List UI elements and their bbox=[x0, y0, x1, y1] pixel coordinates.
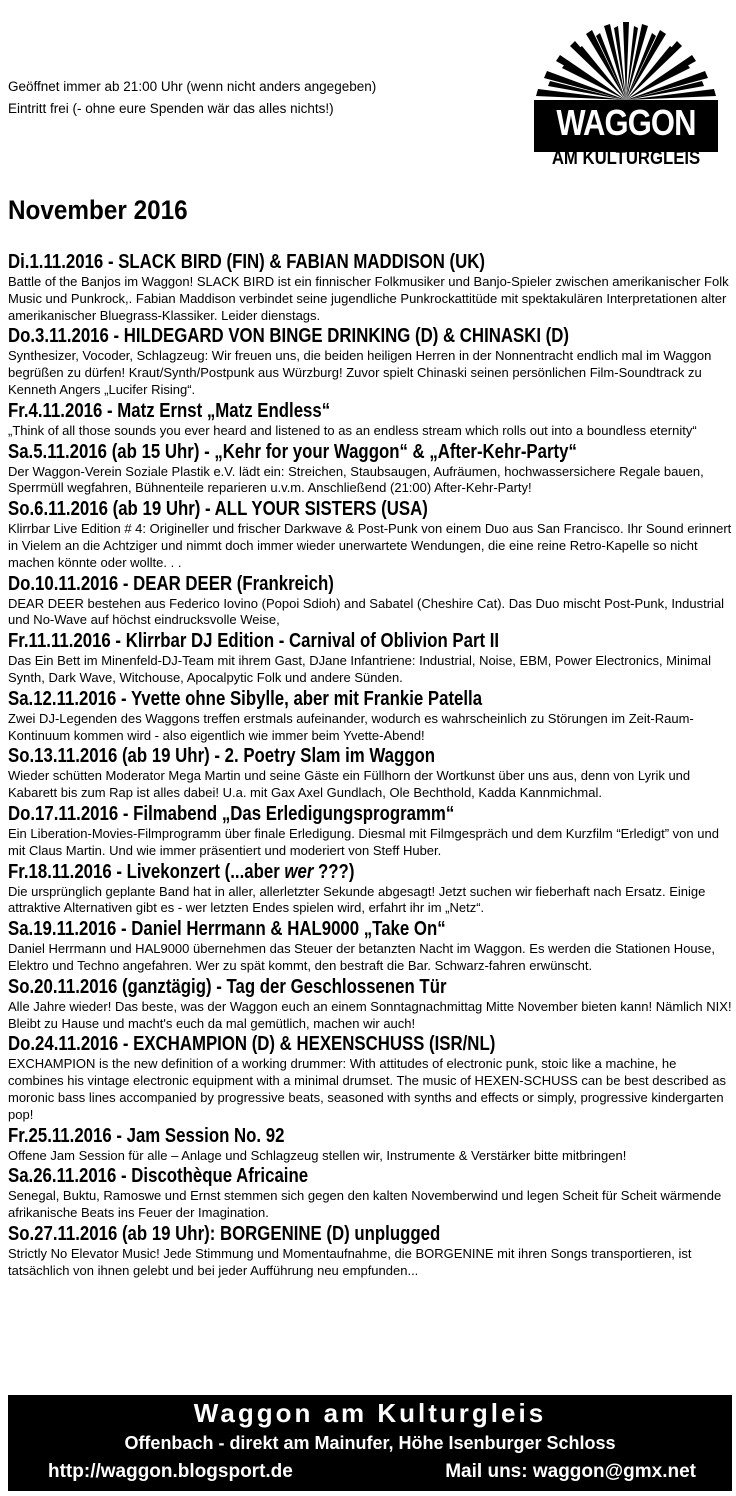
intro bbox=[8, 76, 376, 120]
event-title-text: So.6.11.2016 (ab 19 Uhr) - ALL YOUR SISTERS (USA) bbox=[8, 498, 428, 521]
event-title-text: So.13.11.2016 (ab 19 Uhr) - 2. Poetry Slam im Waggon bbox=[8, 745, 435, 768]
event-item bbox=[8, 1164, 732, 1222]
event-description: Alle Jahre wieder! Das beste, was der Waggon euch an einem Sonntagnachmittag Mitte November bieten kann! Nämlich NIX! Bleibt zu Hause und macht's euch da mal gemütlich, machen wir auch! bbox=[8, 998, 732, 1031]
event-item bbox=[8, 975, 732, 1033]
event-title-text: Do.10.11.2016 - DEAR DEER (Frankreich) bbox=[8, 572, 334, 595]
event-description: Daniel Herrmann und HAL9000 übernehmen das Steuer der betanzten Nacht im Waggon. Es werden die Stationen House, Elektro und Techno angefahren. Wer zu spät kommt, den bestraft die Bar. Schwarz-fahren erwünscht. bbox=[8, 941, 715, 973]
event-description: Die ursprünglich geplante Band hat in aller, allerletzter Sekunde abgesagt! Jetzt suchen wir fieberhaft nach Ersatz. Einige attraktive Alternativen gibt es - wer letzten Endes spielen wird, erfahrt ihr im „Netz“. bbox=[8, 883, 706, 916]
event-title bbox=[8, 629, 616, 653]
footer-title: Waggon am Kulturgleis bbox=[193, 1398, 547, 1428]
event-description: Offene Jam Session für alle – Anlage und Schlagzeug stellen wir, Instrumente & Verstärker bitte mitbringen! bbox=[8, 1147, 627, 1163]
event-description: Klirrbar Live Edition # 4: Origineller und frischer Darkwave & Post-Punk von einem Duo aus San Francisco. Ihr Sound erinnert in Vielem an die Achtziger und nimmt doch immer wieder unerwartete Wendungen, die eine reine Retro-Kapelle so nicht machen könnte oder wollte. . . bbox=[8, 521, 732, 570]
event-title bbox=[8, 802, 616, 826]
event-item bbox=[8, 860, 732, 918]
month-heading: November 2016 bbox=[8, 195, 188, 225]
event-title bbox=[8, 975, 616, 999]
event-description: Wieder schütten Moderator Mega Martin und seine Gäste ein Füllhorn der Wortkunst über uns aus, denn von Lyrik und Kabarett bis zum Rap ist alles dabei! U.a. mit Gax Axel Gundlach, Ole Bechthold, Kadda Kannmichmal. bbox=[8, 768, 691, 801]
event-description: Das Ein Bett im Minenfeld-DJ-Team mit ihrem Gast, DJane Infantriene: Industrial, Noise, EBM, Power Electronics, Minimal Synth, Dark Wave, Witchouse, Apocalpytic Folk und andere Sünden. bbox=[8, 653, 711, 685]
event-item bbox=[8, 572, 732, 630]
event-list bbox=[8, 250, 732, 1279]
event-title-text: Fr.4.11.2016 - Matz Ernst „Matz Endless“ bbox=[8, 399, 331, 422]
footer bbox=[8, 1395, 732, 1491]
sunburst-icon bbox=[534, 16, 718, 102]
event-title-text: Sa.5.11.2016 (ab 15 Uhr) - „Kehr for your Waggon“ & „After-Kehr-Party“ bbox=[8, 440, 577, 463]
event-title-text: Fr.11.11.2016 - Klirrbar DJ Edition - Carnival of Oblivion Part II bbox=[8, 630, 500, 653]
event-description: „Think of all those sounds you ever heard and listened to as an endless stream which rolls out into a boundless eternity“ bbox=[8, 422, 697, 438]
event-item bbox=[8, 917, 732, 975]
event-description: Synthesizer, Vocoder, Schlagzeug: Wir freuen uns, die beiden heiligen Herren in der Nonnentracht endlich mal im Waggon begrüßen zu dürfen! Kraut/Synth/Postpunk aus Würzburg! Zuvor spielt Chinaski seinen persönlichen Film-Soundtrack zu Kenneth Angers „Lucifer Rising“. bbox=[8, 348, 712, 397]
event-title-text: Sa.26.11.2016 - Discothèque Africaine bbox=[8, 1165, 309, 1188]
event-item bbox=[8, 629, 732, 687]
opening-hours: Geöffnet immer ab 21:00 Uhr (wenn nicht anders angegeben) bbox=[8, 79, 377, 94]
event-title bbox=[8, 399, 616, 423]
logo-name: WAGGON bbox=[556, 102, 696, 143]
event-item bbox=[8, 744, 732, 802]
event-title bbox=[8, 1032, 616, 1056]
footer-url[interactable]: http://waggon.blogsport.de bbox=[48, 1461, 293, 1482]
logo-subtitle: AM KULTURGLEIS bbox=[551, 148, 701, 169]
event-title-text: Sa.12.11.2016 - Yvette ohne Sibylle, aber mit Frankie Patella bbox=[8, 687, 483, 710]
event-item bbox=[8, 497, 732, 571]
event-item bbox=[8, 440, 732, 498]
event-title bbox=[8, 572, 616, 596]
event-title bbox=[8, 687, 616, 711]
event-title bbox=[8, 324, 616, 348]
event-item bbox=[8, 324, 732, 398]
event-title bbox=[8, 1164, 616, 1188]
event-title-emphasis: wer bbox=[284, 860, 314, 883]
footer-address: Offenbach - direkt am Mainufer, Höhe Isenburger Schloss bbox=[124, 1433, 616, 1453]
event-title bbox=[8, 250, 616, 274]
event-title-text: Do.17.11.2016 - Filmabend „Das Erledigungsprogramm“ bbox=[8, 802, 455, 825]
event-title-end: ???) bbox=[313, 860, 355, 883]
event-title bbox=[8, 1124, 616, 1148]
event-item bbox=[8, 1032, 732, 1123]
event-title-text: Fr.18.11.2016 - Livekonzert (...aber bbox=[8, 860, 285, 883]
event-title bbox=[8, 860, 616, 884]
event-description: Senegal, Buktu, Ramoswe und Ernst stemmen sich gegen den kalten Novemberwind und legen Scheit für Scheit wärmende afrikanische Beats ins Feuer der Imagination. bbox=[8, 1188, 722, 1221]
event-title-text: Do.3.11.2016 - HILDEGARD VON BINGE DRINKING (D) & CHINASKI (D) bbox=[8, 325, 570, 348]
event-description: Battle of the Banjos im Waggon! SLACK BIRD ist ein finnischer Folkmusiker und Banjo-Spieler zwischen amerikanischer Folk Music und Punkrock,. Fabian Maddison verbindet seine jugendliche Punkrockattitüde mit spektakulären Interpretationen alter amerikanischer Bluegrass-Klassiker. Leider dienstags. bbox=[8, 274, 729, 323]
waggon-logo bbox=[534, 16, 718, 172]
event-title-text: Di.1.11.2016 - SLACK BIRD (FIN) & FABIAN MADDISON (UK) bbox=[8, 251, 485, 273]
event-item bbox=[8, 687, 732, 745]
footer-mail[interactable]: Mail uns: waggon@gmx.net bbox=[445, 1461, 696, 1482]
event-title bbox=[8, 1222, 616, 1246]
event-item bbox=[8, 399, 732, 440]
event-description: DEAR DEER bestehen aus Federico Iovino (Popoi Sdioh) and Sabatel (Cheshire Cat). Das Duo mischt Post-Punk, Industrial und No-Wave auf höchst eindrucksvolle Weise, bbox=[8, 595, 725, 628]
event-item bbox=[8, 1222, 732, 1280]
event-title-text: Sa.19.11.2016 - Daniel Herrmann & HAL9000 „Take On“ bbox=[8, 918, 446, 941]
event-description: Zwei DJ-Legenden des Waggons treffen erstmals aufeinander, wodurch es wahrscheinlich zu Störungen im Zeit-Raum-Kontinuum kommen wird - also eigentlich wie immer beim Yvette-Abend! bbox=[8, 710, 694, 743]
event-title-text: So.27.11.2016 (ab 19 Uhr): BORGENINE (D) unplugged bbox=[8, 1222, 441, 1245]
event-description: EXCHAMPION is the new definition of a working drummer: With attitudes of electronic punk, stoic like a machine, he combines his vintage electronic equipment with a minimal drumset. The music of HEXEN-SCHUSS can be best described as moronic bass lines accompanied by progressive beats, seasoned with synths and effects or simply, progressive kindergarten pop! bbox=[8, 1056, 726, 1122]
event-item bbox=[8, 1124, 732, 1165]
event-title bbox=[8, 497, 616, 521]
event-title bbox=[8, 440, 616, 464]
event-title-text: So.20.11.2016 (ganztägig) - Tag der Geschlossenen Tür bbox=[8, 975, 447, 998]
event-title bbox=[8, 917, 616, 941]
event-description: Der Waggon-Verein Soziale Plastik e.V. lädt ein: Streichen, Staubsaugen, Aufräumen, hochwassersichere Regale bauen, Sperrmüll wegfahren, Bühnenteile reparieren u.v.m. Anschließend (21:00) After-Kehr-Party! bbox=[8, 463, 704, 496]
event-title-text: Fr.25.11.2016 - Jam Session No. 92 bbox=[8, 1124, 285, 1147]
event-title-text: Do.24.11.2016 - EXCHAMPION (D) & HEXENSCHUSS (ISR/NL) bbox=[8, 1033, 496, 1056]
event-description: Ein Liberation-Movies-Filmprogramm über finale Erledigung. Diesmal mit Filmgespräch und dem Kurzfilm “Erledigt” von und mit Claus Martin. Und wie immer präsentiert und moderiert von Steff Huber. bbox=[8, 825, 719, 858]
event-title bbox=[8, 744, 616, 768]
event-item bbox=[8, 802, 732, 860]
event-description: Strictly No Elevator Music! Jede Stimmung und Momentaufnahme, die BORGENINE mit ihren Songs transportieren, ist tatsächlich von ihnen gelebt und bei jeder Aufführung neu empfunden... bbox=[8, 1245, 692, 1278]
entry-note: Eintritt frei (- ohne eure Spenden wär das alles nichts!) bbox=[8, 101, 334, 116]
event-item bbox=[8, 250, 732, 324]
